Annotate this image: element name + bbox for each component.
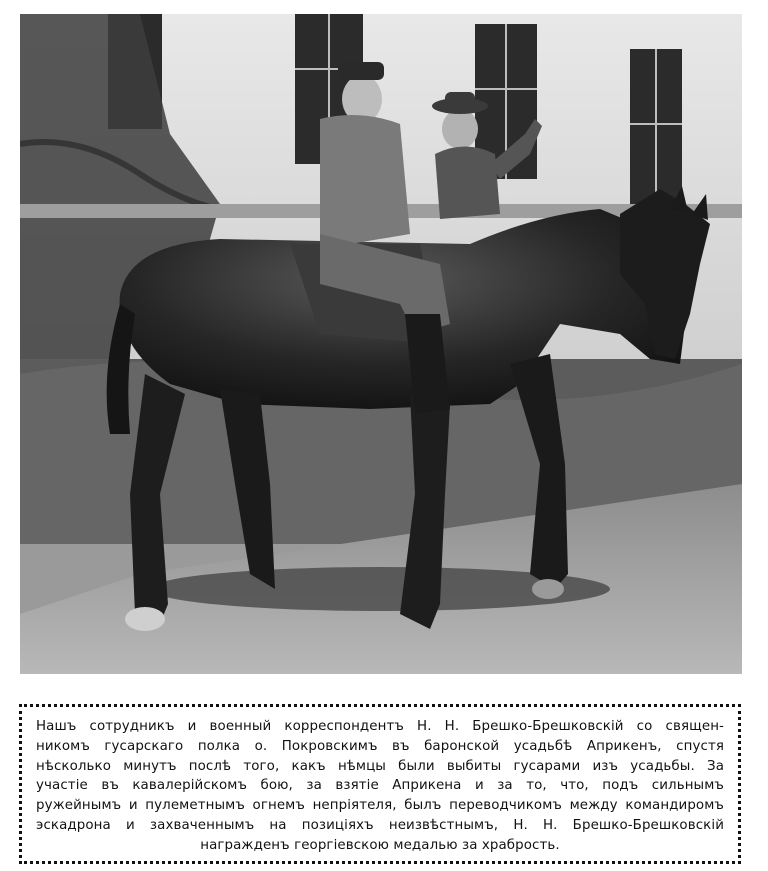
- caption-line: нѣсколько минутъ послѣ того, какъ нѣмцы были выбиты гусарами изъ усадьбы. За: [36, 758, 724, 774]
- caption-line: эскадрона и захваченнымъ на позиціяхъ неизвѣстнымъ, Н. Н. Брешко-Брешковскій: [36, 817, 724, 833]
- caption-box: [19, 704, 741, 864]
- caption-line: награжденъ георгіевскою медалью за храбрость.: [200, 837, 560, 853]
- caption-line: ружейнымъ и пулеметнымъ огнемъ непріятеля, былъ переводчикомъ между командиромъ: [36, 798, 724, 814]
- caption-line: никомъ гусарскаго полка о. Покровскимъ въ баронской усадьбѣ Априкенъ, спустя: [36, 738, 724, 754]
- historical-photograph: [20, 14, 742, 674]
- photo-illustration: [20, 14, 742, 674]
- cap: [338, 62, 384, 80]
- caption-line: Нашъ сотрудникъ и военный корреспондентъ Н. Н. Брешко-Брешковскій со священ-: [36, 719, 724, 734]
- caption-text: [36, 717, 724, 856]
- caption-line: участіе въ кавалерійскомъ бою, за взятіе Априкена и за то, что, подъ сильнымъ: [36, 778, 724, 794]
